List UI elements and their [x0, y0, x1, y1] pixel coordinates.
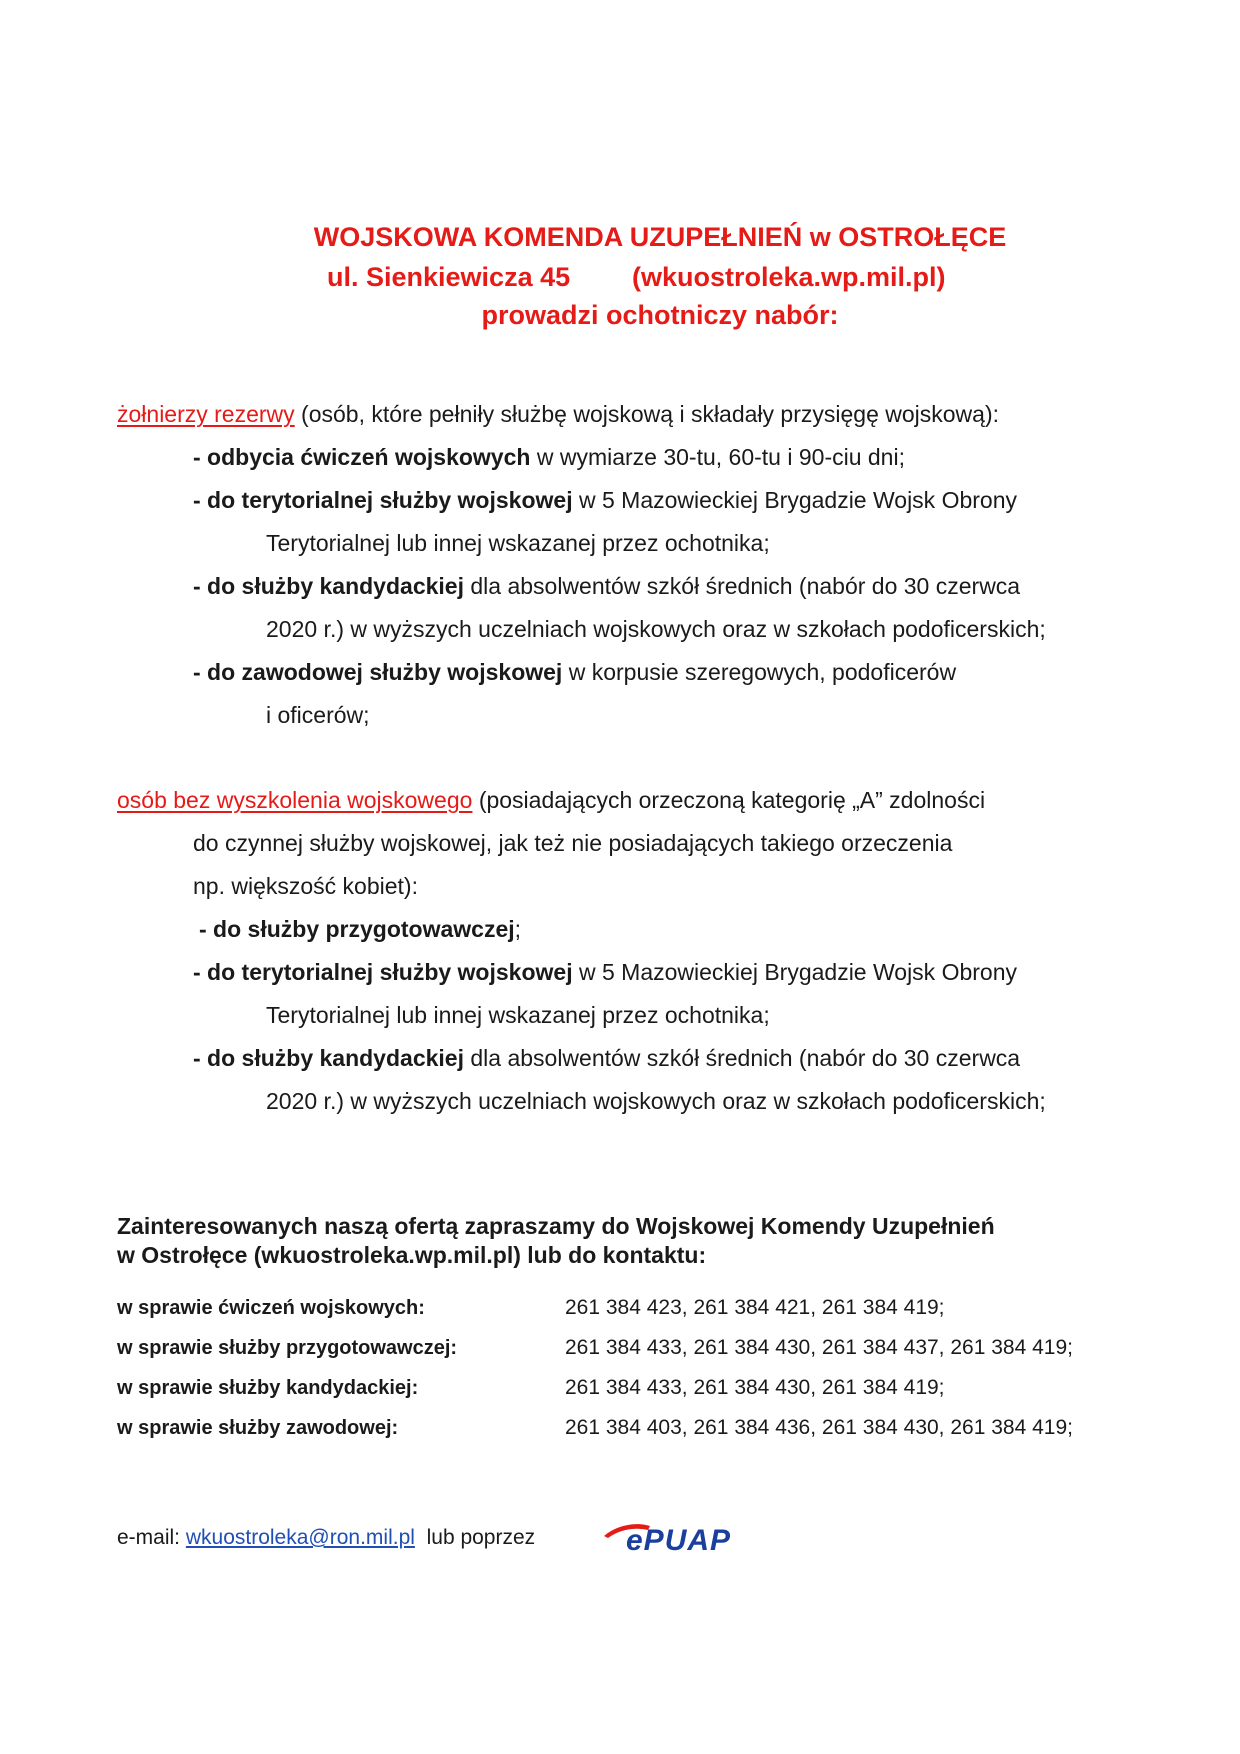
section2-item: [193, 1044, 1020, 1072]
item-bold: - do terytorialnej służby wojskowej: [193, 959, 573, 985]
section1-item: [193, 486, 1017, 514]
item-text: w 5 Mazowieckiej Brygadzie Wojsk Obrony: [572, 959, 1017, 985]
section1-item: [193, 658, 956, 686]
contact-intro-2: w Ostrołęce (wkuostroleka.wp.mil.pl) lub do kontaktu:: [117, 1242, 707, 1268]
item-text: w wymiarze 30-tu, 60-tu i 90-ciu dni;: [530, 444, 905, 470]
section2-desc: (posiadających orzeczoną kategorię „A” zdolności: [478, 787, 986, 813]
contact-row-label: w sprawie służby zawodowej:: [117, 1417, 399, 1439]
item-text: dla absolwentów szkół średnich (nabór do 30 czerwca: [463, 1045, 1021, 1071]
item-text: w 5 Mazowieckiej Brygadzie Wojsk Obrony: [572, 487, 1017, 513]
section2-item-cont: Terytorialnej lub innej wskazanej przez ochotnika;: [266, 1002, 770, 1028]
section2-heading: [117, 786, 985, 814]
contact-row-phones: 261 384 403, 261 384 436, 261 384 430, 261 384 419;: [565, 1416, 1073, 1439]
section1-item: [193, 572, 1020, 600]
header-address: ul. Sienkiewicza 45: [327, 262, 571, 292]
email-link[interactable]: wkuostroleka@ron.mil.pl: [185, 1526, 415, 1549]
item-text: w korpusie szeregowych, podoficerów: [562, 659, 957, 685]
item-text: dla absolwentów szkół średnich (nabór do 30 czerwca: [463, 573, 1021, 599]
section2-item-cont: 2020 r.) w wyższych uczelniach wojskowych oraz w szkołach podoficerskich;: [266, 1088, 1046, 1114]
header-subtitle: prowadzi ochotniczy nabór:: [481, 300, 839, 330]
epuap-logo[interactable]: [598, 1518, 783, 1558]
email-line: [117, 1526, 535, 1550]
contact-row-phones: 261 384 423, 261 384 421, 261 384 419;: [565, 1296, 945, 1319]
section1-item-cont: Terytorialnej lub innej wskazanej przez ochotnika;: [266, 530, 770, 556]
contact-row-label: w sprawie służby kandydackiej:: [117, 1377, 419, 1399]
item-bold: - do zawodowej służby wojskowej: [193, 659, 563, 685]
email-prefix: e-mail:: [117, 1526, 181, 1549]
item-bold: - do służby przygotowawczej: [199, 916, 515, 942]
section1-title: żołnierzy rezerwy: [117, 401, 295, 427]
item-bold: - do służby kandydackiej: [193, 573, 464, 599]
item-bold: - do służby kandydackiej: [193, 1045, 464, 1071]
contact-row-phones: 261 384 433, 261 384 430, 261 384 419;: [565, 1376, 945, 1399]
contact-row-label: w sprawie służby przygotowawczej:: [117, 1337, 458, 1359]
section2-item: [193, 958, 1017, 986]
item-text: ;: [514, 916, 522, 942]
section1-desc: (osób, które pełniły służbę wojskową i składały przysięgę wojskową):: [301, 401, 1000, 427]
item-bold: - odbycia ćwiczeń wojskowych: [193, 444, 531, 470]
contact-intro-1: Zainteresowanych naszą ofertą zapraszamy do Wojskowej Komendy Uzupełnień: [117, 1213, 995, 1239]
section1-item-cont: i oficerów;: [266, 702, 370, 728]
section1-heading: [117, 400, 999, 428]
header-title: WOJSKOWA KOMENDA UZUPEŁNIEŃ w OSTROŁĘCE: [313, 222, 1007, 252]
contact-row-label: w sprawie ćwiczeń wojskowych:: [117, 1297, 425, 1319]
section2-title: osób bez wyszkolenia wojskowego: [117, 787, 473, 813]
section2-desc-cont: do czynnej służby wojskowej, jak też nie posiadających takiego orzeczenia: [193, 830, 953, 856]
header-website: (wkuostroleka.wp.mil.pl): [632, 262, 946, 292]
section1-item: [193, 443, 905, 471]
section1-item-cont: 2020 r.) w wyższych uczelniach wojskowych oraz w szkołach podoficerskich;: [266, 616, 1046, 642]
section2-desc-cont: np. większość kobiet):: [193, 873, 418, 899]
item-bold: - do terytorialnej służby wojskowej: [193, 487, 573, 513]
contact-row-phones: 261 384 433, 261 384 430, 261 384 437, 261 384 419;: [565, 1336, 1073, 1359]
section2-item: [199, 915, 521, 943]
epuap-logo-text: ePUAP: [626, 1524, 732, 1557]
email-suffix: lub poprzez: [426, 1526, 536, 1549]
